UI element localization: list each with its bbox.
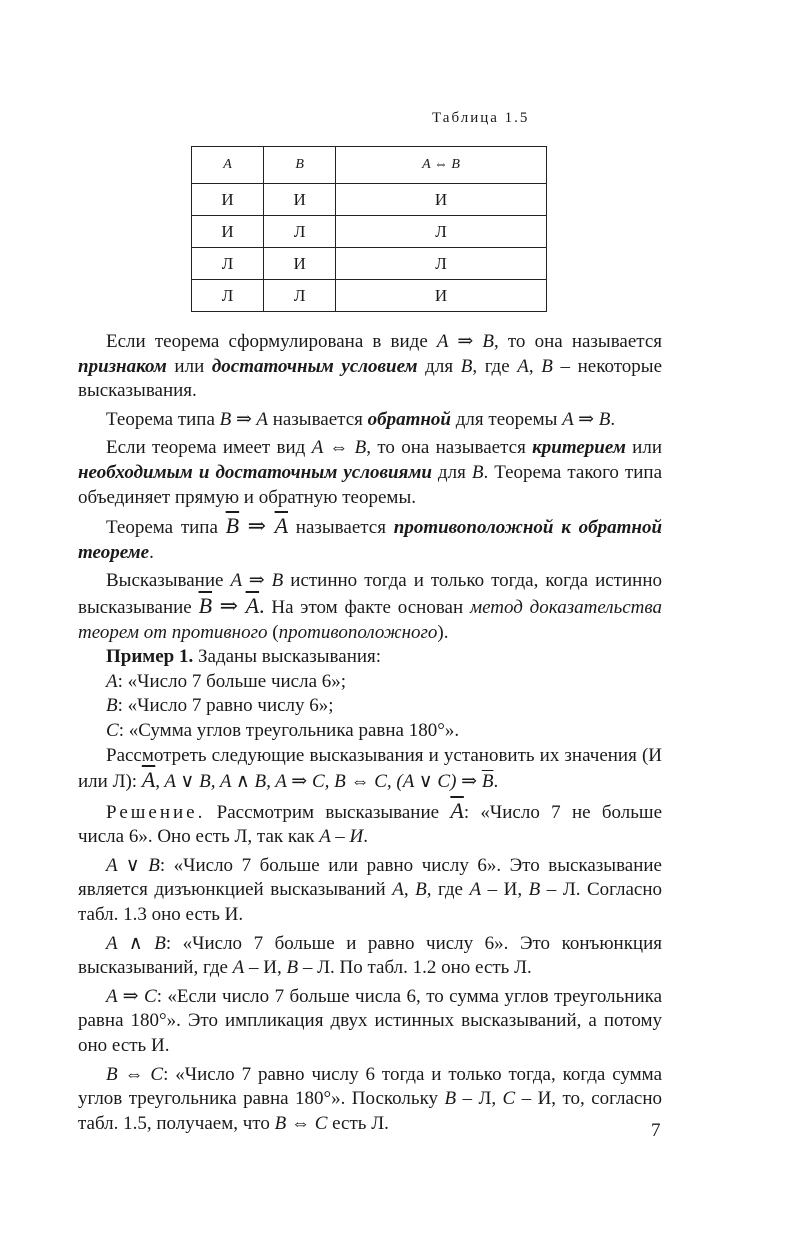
term-priznak: признаком — [78, 355, 167, 377]
statement-b: B: «Число 7 равно числу 6»; — [106, 695, 334, 717]
table-cell: И — [336, 280, 547, 312]
paragraph-criterion: Если теорема имеет вид A ⇔ B, то она называется критерием или необходимым и достаточным условиями для B. Теорема такого типа объединяет прямую и обратную теоремы. — [78, 437, 663, 508]
term-criterion: критерием — [532, 437, 626, 459]
statement-a: A: «Число 7 больше числа 6»; — [106, 670, 347, 692]
paragraph-contrapositive: Теорема типа $\overline{B}$ ⇒ $\overline{A}$ называется противоположной к обратной теореме. — [78, 513, 663, 563]
paragraph-task: Рассмотреть следующие высказывания и установить их значения (И или Л): $\overline{A}$, A ∨ B, A ∧ B, A ⇒ C, B ⇔ C, (A ∨ C) ⇒ $\overline{B}$. — [78, 744, 662, 793]
term-proof-method: метод доказательства теорем от противного — [78, 596, 662, 643]
header-b: B — [264, 147, 336, 184]
paragraph-equivalence: B ⇔ C: «Число 7 равно числу 6 тогда и только тогда, когда сумма углов треугольника равна 180°». Поскольку B – Л, C – И, то, согласно табл. 1.5, получаем, что B ⇔ C есть Л. — [78, 1063, 663, 1134]
example-heading: Пример 1. Заданы высказывания: — [106, 646, 382, 668]
paragraph-implication: A ⇒ C: «Если число 7 больше числа 6, то сумма углов треугольника равна 180°». Это импликация двух истинных высказываний, а потому оно есть И. — [78, 985, 663, 1057]
body-text — [78, 330, 662, 1136]
table-header-row — [192, 147, 547, 184]
table-cell: Л — [264, 280, 336, 312]
table-cell: Л — [336, 248, 547, 280]
table-cell: Л — [264, 216, 336, 248]
header-a: A — [192, 147, 264, 184]
table-cell: И — [192, 184, 264, 216]
truth-table — [191, 146, 547, 312]
table-cell: И — [192, 216, 264, 248]
table-row — [192, 184, 547, 216]
table-row — [192, 216, 547, 248]
paragraph-sufficient-condition: Если теорема сформулирована в виде A ⇒ B, то она называется признаком или достаточным условием для B, где A, B – некоторые высказывания. — [78, 331, 662, 402]
page-number: 7 — [651, 1120, 661, 1141]
term-necessary-sufficient: необходимым и достаточным условиями — [78, 461, 432, 483]
paragraph-solution-not-a: Решение. Рассмотрим высказывание $\overline{A}$: «Число 7 не больше числа 6». Оно есть Л, так как A – И. — [78, 797, 662, 848]
term-contrapositive: противоположной к обратной теореме — [78, 517, 663, 563]
table-cell: Л — [192, 280, 264, 312]
table-cell: Л — [192, 248, 264, 280]
table-caption: Таблица 1.5 — [432, 110, 530, 126]
statement-c: C: «Сумма углов треугольника равна 180°». — [106, 719, 460, 741]
paragraph-conjunction: A ∧ B: «Число 7 больше и равно числу 6». Это конъюнкция высказываний, где A – И, B – Л. По табл. 1.2 оно есть Л. — [78, 932, 662, 979]
header-equiv: A ⇔ B — [336, 147, 547, 184]
table-cell: И — [264, 184, 336, 216]
paragraph-proof-by-contradiction: Высказывание A ⇒ B истинно тогда и только тогда, когда истинно высказывание $\overline{B}$ ⇒ $\overline{A}$. На этом факте основан метод доказательства теорем от противного (противоположного). — [78, 570, 662, 643]
paragraph-converse-theorem: Теорема типа B ⇒ A называется обратной для теоремы A ⇒ B. — [106, 408, 616, 430]
table-row — [192, 248, 547, 280]
example-label: Пример 1. — [106, 646, 194, 668]
term-sufficient-condition: достаточным условием — [211, 355, 418, 377]
table-cell: И — [336, 184, 547, 216]
term-converse: обратной — [367, 408, 452, 430]
paragraph-disjunction: A ∨ B: «Число 7 больше или равно числу 6». Это высказывание является дизъюнкцией высказываний A, B, где A – И, B – Л. Согласно табл. 1.3 оно есть И. — [78, 854, 662, 926]
solution-label: Решение. — [106, 801, 206, 823]
table-row — [192, 280, 547, 312]
table-cell: И — [264, 248, 336, 280]
table-cell: Л — [336, 216, 547, 248]
